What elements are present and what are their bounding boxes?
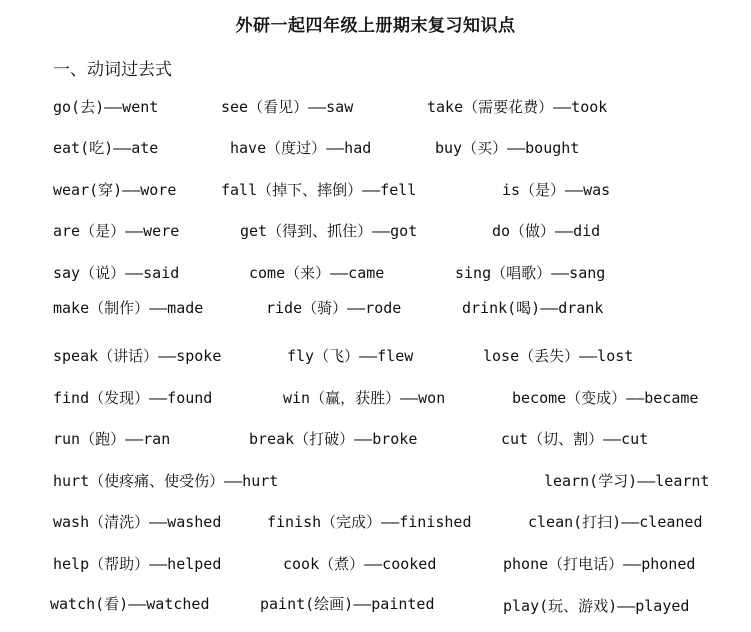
verb-entry: paint(绘画)——painted: [260, 595, 435, 613]
verb-entry: get（得到、抓住）——got: [240, 222, 418, 240]
verb-entry: cook（煮）——cooked: [283, 555, 437, 573]
verb-entry: watch(看)——watched: [50, 595, 210, 613]
verb-entry: are（是）——were: [53, 222, 180, 240]
verb-entry: find（发现）——found: [53, 389, 213, 407]
verb-entry: lose（丢失）——lost: [483, 347, 634, 365]
verb-entry: do（做）——did: [492, 222, 601, 240]
verb-entry: fly（飞）——flew: [287, 347, 414, 365]
verb-entry: become（变成）——became: [512, 389, 699, 407]
verb-entry: wash（清洗）——washed: [53, 513, 222, 531]
verb-entry: say（说）——said: [53, 264, 180, 282]
verb-entry: learn(学习)——learnt: [544, 472, 710, 490]
verb-entry: come（来）——came: [249, 264, 385, 282]
verb-entry: ride（骑）——rode: [266, 299, 402, 317]
section-heading: 一、动词过去式: [53, 60, 172, 80]
verb-entry: hurt（使疼痛、使受伤）——hurt: [53, 472, 279, 490]
verb-entry: wear(穿)——wore: [53, 181, 177, 199]
verb-entry: sing（唱歌）——sang: [455, 264, 606, 282]
verb-entry: phone（打电话）——phoned: [503, 555, 696, 573]
document-title: 外研一起四年级上册期末复习知识点: [235, 16, 516, 36]
verb-entry: make（制作）——made: [53, 299, 204, 317]
verb-entry: is（是）——was: [502, 181, 611, 199]
verb-entry: eat(吃)——ate: [53, 139, 159, 157]
verb-entry: cut（切、割）——cut: [501, 430, 649, 448]
verb-entry: go(去)——went: [53, 98, 159, 116]
verb-entry: finish（完成）——finished: [267, 513, 472, 531]
verb-entry: speak（讲话）——spoke: [53, 347, 222, 365]
verb-entry: break（打破）——broke: [249, 430, 418, 448]
verb-entry: take（需要花费）——took: [427, 98, 608, 116]
verb-entry: clean(打扫)——cleaned: [528, 513, 703, 531]
verb-entry: play(玩、游戏)——played: [503, 597, 690, 615]
verb-entry: buy（买）——bought: [435, 139, 580, 157]
verb-entry: win（赢，获胜）——won: [283, 389, 446, 407]
verb-entry: drink(喝)——drank: [462, 299, 604, 317]
verb-entry: help（帮助）——helped: [53, 555, 222, 573]
verb-entry: fall（掉下、摔倒）——fell: [221, 181, 417, 199]
verb-entry: run（跑）——ran: [53, 430, 171, 448]
verb-entry: see（看见）——saw: [221, 98, 354, 116]
verb-entry: have（度过）——had: [230, 139, 372, 157]
